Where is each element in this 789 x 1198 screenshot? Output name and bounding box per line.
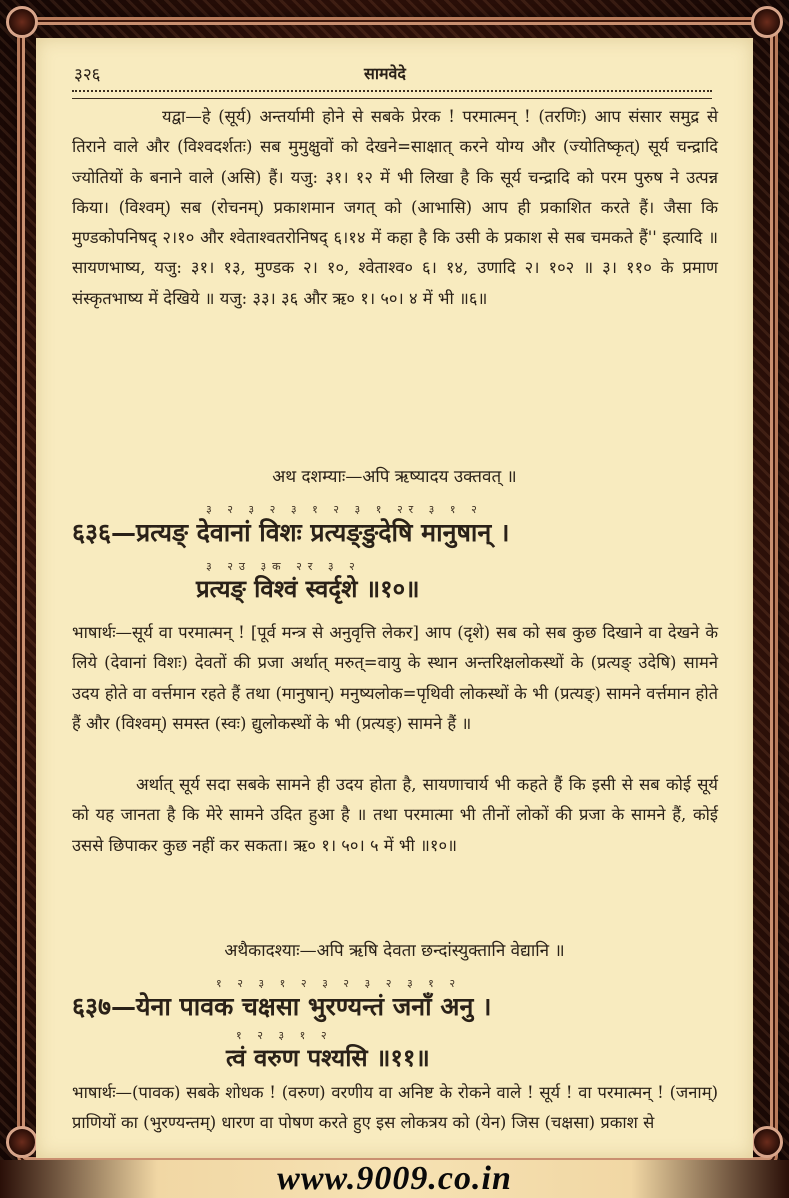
mantra-line: त्वं वरुण पश्यसि ॥११॥ bbox=[226, 1043, 430, 1072]
rishi-note: अथ दशम्याः—अपि ऋष्यादय उक्तवत् ॥ bbox=[272, 467, 517, 487]
mantra-line: प्रत्यङ् विश्वं स्वर्दृशे ॥१०॥ bbox=[196, 574, 420, 603]
page-header bbox=[74, 58, 724, 88]
accent-marks: ३ २ ३ २ ३ १ २ ३ १ २र ३ १ २ bbox=[206, 503, 483, 516]
header-divider bbox=[72, 90, 712, 99]
translation-paragraph: भाषार्थः—(पावक) सबके शोधक ! (वरुण) वरणीय वा अनिष्ट के रोकने वाले ! सूर्य ! वा परमात्मन् ! (जनाम्) प्राणियों का (भुरण्यन्तम्) धारण वा पोषण करते हुए इस लोकत्रय को (येन) जिस (चक्षसा) प्रकाश से bbox=[72, 1083, 718, 1133]
corner-ornament-icon bbox=[751, 6, 783, 38]
scripture-page bbox=[36, 38, 753, 1158]
commentary-paragraph: यद्वा—हे (सूर्य) अन्तर्यामी होने से सबके प्रेरक ! परमात्मन् ! (तरणिः) आप संसार समुद्र से तिराने वाले और (विश्वदर्शतः) सब मुमुक्षुवों को देखने=साक्षात् करने योग्य और (ज्योतिष्कृत्) सूर्य चन्द्रादि ज्योतियों के बनाने वाले (असि) हैं। यजु: ३१। १२ में भी लिखा है कि सूर्य चन्द्रादि को परम पुरुष ने उत्पन्न किया। (विश्वम्) सब (रोचनम्) प्रकाशमान जगत् को (आभासि) आप ही प्रकाशित करते हैं। जैसा कि मुण्डकोपनिषद् २।१० और श्वेताश्वतरोनिषद् ६।१४ में कहा है कि उसी के प्रकाश से सब चमकते हैं'' इत्यादि ॥ सायणभाष्य, यजु: ३१। १३, मुण्डक २। १०, श्वेताश्व० ६। १४, उणादि २। १०२ ॥ ३। ११० के प्रमाण संस्कृतभाष्य में देखिये ॥ यजु: ३३। ३६ और ऋ० १। ५०। ४ में भी ॥६॥ bbox=[72, 107, 718, 308]
accent-marks: ३ २उ ३क २र ३ २ bbox=[206, 560, 361, 573]
website-watermark: www.9009.co.in bbox=[0, 1160, 789, 1198]
mantra-line: ६३६—प्रत्यङ् देवानां विशः प्रत्यङ्ङुदेषि मानुषान् । bbox=[72, 518, 510, 547]
corner-ornament-icon bbox=[751, 1126, 783, 1158]
rishi-note: अथैकादश्याः—अपि ऋषि देवता छन्दांस्युक्तानि वेद्यानि ॥ bbox=[224, 941, 565, 961]
running-title: सामवेदे bbox=[364, 64, 406, 83]
corner-ornament-icon bbox=[6, 6, 38, 38]
mantra-line: ६३७—येना पावक चक्षसा भुरण्यन्तं जनाँ अनु । bbox=[72, 992, 492, 1021]
translation-paragraph: भाषार्थः—सूर्य वा परमात्मन् ! [पूर्व मन्त्र से अनुवृत्ति लेकर] आप (दृशे) सब को सब कुछ दिखाने वा देखने के लिये (देवानां विशः) देवतों की प्रजा अर्थात् मरुत्=वायु के स्थान अन्तरिक्षलोकस्थों के (प्रत्यङ् उदेषि) सामने उदय होते वा वर्त्तमान रहते हैं तथा (मानुषान्) मनुष्यलोक=पृथिवी लोकस्थों के भी (प्रत्यङ्) सामने वर्त्तमान होते हैं और (विश्वम्) समस्त (स्वः) द्युलोकस्थों के भी (प्रत्यङ्) सामने हैं ॥ bbox=[72, 623, 718, 733]
commentary-paragraph: अर्थात् सूर्य सदा सबके सामने ही उदय होता है, सायणाचार्य भी कहते हैं कि इसी से सब कोई सूर्य को यह जानता है कि मेरे सामने उदित हुआ है ॥ तथा परमात्मा भी तीनों लोकों की प्रजा के सामने हैं, कोई उससे छिपाकर कुछ नहीं कर सकता। ऋ० १। ५०। ५ में भी ॥१०॥ bbox=[72, 775, 718, 855]
accent-marks: १ २ ३ १ २ ३ २ ३ २ ३ १ २ bbox=[216, 977, 462, 990]
accent-marks: १ २ ३ १ २ bbox=[236, 1029, 333, 1042]
corner-ornament-icon bbox=[6, 1126, 38, 1158]
page-number: ३२६ bbox=[74, 65, 101, 85]
